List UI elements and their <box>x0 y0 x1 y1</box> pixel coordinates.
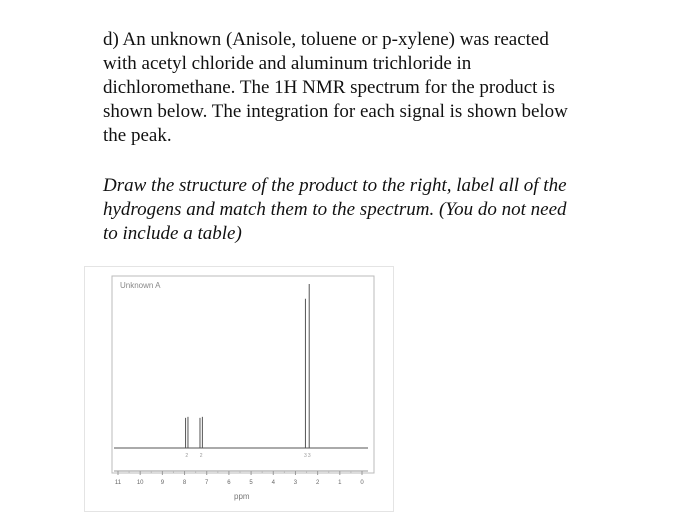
integration-label: 2 <box>185 453 189 459</box>
question-line: the peak. <box>103 125 172 146</box>
tick-label: 1 <box>338 480 342 486</box>
spectrum-title: Unknown A <box>120 281 161 290</box>
tick-label: 5 <box>249 480 253 486</box>
tick-label: 7 <box>205 480 209 486</box>
tick-label: 4 <box>271 480 275 486</box>
tick-label: 9 <box>160 480 165 486</box>
tick-label: 0 <box>360 480 364 486</box>
nmr-spectrum-figure <box>84 266 394 512</box>
instruction-line: hydrogens and match them to the spectrum. (You do not need <box>103 199 567 220</box>
integration-label: 3 <box>304 453 307 459</box>
figure-frame <box>85 267 394 512</box>
integration-label: 2 <box>199 453 203 459</box>
tick-label: 10 <box>136 480 144 486</box>
nmr-spectrum-svg <box>84 266 394 512</box>
x-axis-label: ppm <box>234 492 250 501</box>
integration-label: 3 <box>307 453 311 459</box>
tick-label: 11 <box>114 480 122 486</box>
question-line: shown below. The integration for each signal is shown below <box>103 101 568 122</box>
instruction-line: Draw the structure of the product to the right, label all of the <box>103 175 567 196</box>
question-line: dichloromethane. The 1H NMR spectrum for the product is <box>103 77 555 98</box>
question-line: with acetyl chloride and aluminum trichloride in <box>103 53 472 74</box>
question-line: d) An unknown (Anisole, toluene or p-xylene) was reacted <box>103 29 549 50</box>
tick-label: 3 <box>293 480 298 486</box>
question-instruction <box>103 174 623 246</box>
tick-label: 2 <box>315 480 320 486</box>
instruction-line: to include a table) <box>103 223 242 244</box>
tick-label: 6 <box>227 480 231 486</box>
paragraph-gap <box>103 148 623 174</box>
tick-label: 8 <box>182 480 187 486</box>
question-text <box>103 28 623 246</box>
question-part-d <box>103 28 623 148</box>
